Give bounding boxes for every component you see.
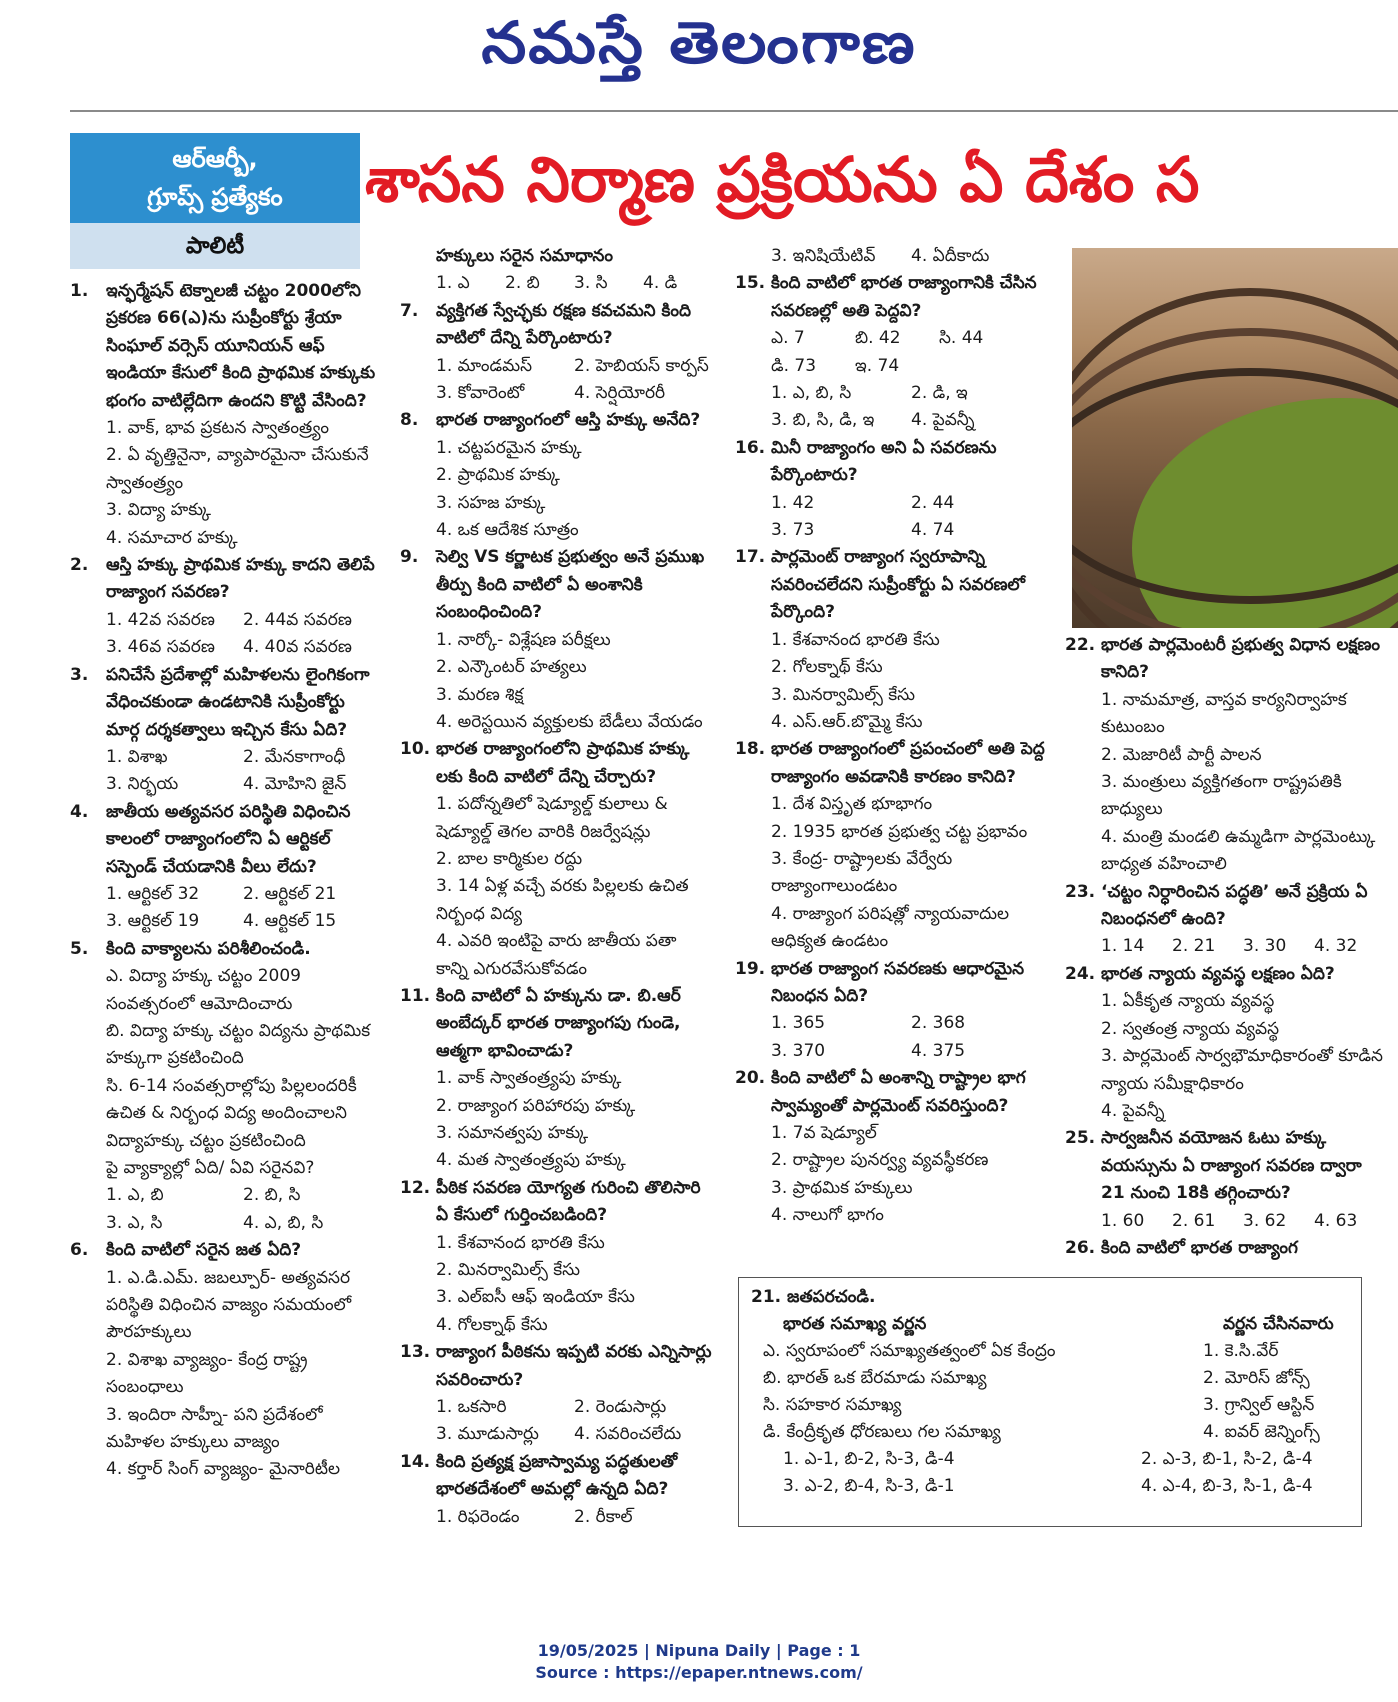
options-row [735,380,1051,407]
text: 4. 32 [1314,936,1358,957]
text: వ్యక్తిగత స్వేచ్ఛకు రక్షణ కవచమని కింది వాటిలో దేన్ని పేర్కొంటారు? [436,300,692,349]
text: కింది వాటిలో సరైన జత ఏది? [106,1240,302,1261]
text: 17. [735,547,766,568]
q21-title: 21. జతపరచండి. [751,1287,876,1307]
text: ఆస్తి హక్కు ప్రాథమిక హక్కు కాదని తెలిపే రాజ్యాంగ సవరణ? [106,555,375,603]
footer-date-line: 19/05/2025 | Nipuna Daily | Page : 1 [537,1641,861,1660]
text: 20. [735,1068,766,1089]
text: 3. నిర్భయ [106,774,179,795]
text: 3. 30 [1243,936,1287,957]
text: 1. ఆర్టికల్ 32 [106,883,200,904]
page-footer [0,1640,1398,1684]
text: 1. రిఫరెండం [436,1506,520,1527]
option: 4. మంత్రి మండలి ఉమ్మడిగా పార్లమెంట్కు బాధ్యత వహించాలి [1101,826,1376,875]
text: 4. ఎ-4, బి-3, సి-1, డి-4 [1141,1476,1313,1496]
text: 3. ఆర్టికల్ 19 [106,911,200,932]
options-row [70,908,380,935]
text: 22. [1065,635,1096,655]
option: 2. 1935 భారత ప్రభుత్వ చట్ట ప్రభావం [771,821,1028,842]
question-23 [1065,879,1385,934]
text: 4. [70,801,89,822]
text: 4. ఐవర్ జెన్నింగ్స్ [1203,1422,1320,1442]
option: 4. మత స్వాతంత్ర్యపు హక్కు [436,1150,626,1171]
text: 3. సి [574,273,608,294]
text: 2. ఆర్టికల్ 21 [243,883,337,904]
option: 1. వాక్, భావ ప్రకటన స్వాతంత్ర్యం [106,418,329,439]
option: 4. ఎస్.ఆర్.బొమ్మై కేసు [771,711,923,732]
newspaper-logo: నమస్తే తెలంగాణ [481,9,917,77]
text: 2. 368 [911,1013,966,1034]
subject-tag: పాలిటీ [70,223,360,269]
text: 19. [735,958,766,979]
option: 2. ఎన్కౌంటర్ హత్యలు [436,657,587,678]
text: 5. [70,938,89,959]
text: ‘చట్టం నిర్ధారించిన పద్ధతి’ అనే ప్రక్రియ ఏ నిబంధనలో ఉంది? [1101,881,1368,930]
options-row [1065,1208,1385,1235]
text: 1. [70,281,89,301]
options-row [735,517,1051,544]
article-headline: శాసన నిర్మాణ ప్రక్రియను ఏ దేశం స [365,143,1200,216]
text: 14. [400,1451,431,1472]
text: 4. డి [643,273,678,294]
text: 3. గ్రాన్విల్ ఆస్టిన్ [1203,1395,1315,1415]
option: 1. వాక్ స్వాతంత్ర్యపు హక్కు [436,1068,622,1089]
text: 2. డి, ఇ [911,383,968,404]
text: 1. 365 [771,1013,826,1034]
text: బి. భారత్ ఒక బేరమాడు సమాఖ్య [763,1368,987,1388]
option: 3. పార్లమెంట్ సార్వభౌమాధికారంతో కూడిన న్యాయ సమీక్షాధికారం [1101,1046,1383,1094]
option: 2. మెజారిటీ పార్టీ పాలన [1101,744,1262,765]
option: 4. ఒక ఆదేశిక సూత్రం [436,520,579,541]
text: 4. 74 [911,520,955,541]
option: 2. ప్రాథమిక హక్కు [436,465,560,486]
text: 3. ఎ, సి [106,1212,163,1233]
question-15 [735,270,1051,325]
text: పనిచేసే ప్రదేశాల్లో మహిళలను లైంగికంగా వేధించకుండా ఉండటానికి సుప్రీంకోర్టు మార్గ దర్శకత్వాలు ఇచ్చిన కేసు ఏది? [106,664,370,740]
q21-header-right: వర్ణన చేసినవారు [1223,1314,1334,1334]
options-row [70,1182,380,1209]
question-25 [1065,1125,1385,1207]
text: కింది వాటిలో ఏ అంశాన్ని రాష్ట్రాల భాగ స్వామ్యంతో పార్లమెంట్ సవరిస్తుంది? [771,1068,1026,1116]
text: కింది వాక్యాలను పరిశీలించండి. [106,938,311,959]
text: 1. ఒకసారి [436,1397,507,1418]
text: 1. 42 [771,492,815,513]
option: 3. సమానత్వపు హక్కు [436,1123,589,1143]
text: 18. [735,739,766,760]
photo-bench-row [1072,288,1398,628]
section-tag [70,133,360,223]
question-5 [70,936,380,963]
text: 4. ఎ, బి, సి [243,1212,324,1233]
question-13 [400,1339,712,1394]
tag-line-2: గ్రూప్స్ ప్రత్యేకం [147,183,283,211]
option: 1. కేశవానంద భారతి కేసు [771,629,940,650]
text: 1. మాండమస్ [436,355,532,376]
text: 3. కోవారెంటో [436,383,525,404]
q21-row [751,1338,1351,1365]
text: భారత న్యాయ వ్యవస్థ లక్షణం ఏది? [1101,963,1335,984]
option: 4. కర్తార్ సింగ్ వ్యాజ్యం- మైనారిటీల [106,1459,340,1480]
text: సి. 44 [939,328,984,349]
continued-text: హక్కులు సరైన సమాధానం [436,246,613,266]
q21-header-left: భారత సమాఖ్య వర్ణన [783,1314,927,1334]
question-2 [70,552,380,607]
text: 2. మేనకాగాంధీ [243,746,346,767]
text: 3. బి, సి, డి, ఇ [771,410,875,431]
text: 1. 42వ సవరణ [106,609,215,630]
text: 7. [400,300,419,321]
text: 26. [1065,1237,1096,1258]
option: 2. గోలక్నాథ్ కేసు [771,657,883,678]
option: 2. ఏ వృత్తినైనా, వ్యాపారమైనా చేసుకునే స్వాతంత్ర్యం [106,445,369,493]
options-row [400,1394,712,1421]
text: ఎ. 7 [771,328,805,349]
text: 2. బి [505,273,540,294]
options-row [70,744,380,771]
text: 23. [1065,881,1096,902]
text: భారత రాజ్యాంగ సవరణకు ఆధారమైన నిబంధన ఏది? [771,958,1025,1006]
option: 2. బాల కార్మికుల రద్దు [436,848,583,869]
text: 25. [1065,1128,1096,1149]
header-divider [70,110,1398,112]
statement: ఎ. విద్యా హక్కు చట్టం 2009 సంవత్సరంలో ఆమోదించారు [106,966,301,1014]
text: కింది వాటిలో భారత రాజ్యాంగానికి చేసిన సవరణల్లో అతి పెద్దవి? [771,273,1037,321]
text: 4. ఆర్టికల్ 15 [243,911,337,932]
text: 3. ఎ-2, బి-4, సి-3, డి-1 [783,1476,955,1496]
masthead [0,0,1398,100]
option: 2. స్వతంత్ర న్యాయ వ్యవస్థ [1101,1018,1280,1039]
text: పార్లమెంట్ రాజ్యాంగ స్వరూపాన్ని సవరించలేదని సుప్రీంకోర్టు ఏ సవరణలో పేర్కొంది? [771,547,1026,623]
option: 2. మినర్వామిల్స్ కేసు [436,1260,580,1281]
text: రాజ్యాంగ పీఠికను ఇప్పటి వరకు ఎన్నిసార్లు సవరించారు? [436,1342,712,1390]
option: 3. 14 ఏళ్ల వచ్చే వరకు పిల్లలకు ఉచిత నిర్బంధ విద్య [436,876,689,924]
text: 10. [400,739,431,760]
text: 8. [400,410,419,431]
question-14 [400,1449,712,1504]
q21-row [751,1392,1351,1419]
text: 13. [400,1342,431,1363]
text: మినీ రాజ్యాంగం అని ఏ సవరణను పేర్కొంటారు? [771,437,997,486]
text: పీఠిక సవరణ యోగ్యత గురించి తొలిసారి ఏ కేసులో గుర్తించబడింది? [436,1177,701,1226]
text: 15. [735,273,766,294]
option: 4. అరెస్టయిన వ్యక్తులకు బేడీలు వేయడం [436,711,703,732]
option: 3. ఎల్ఐసీ ఆఫ్ ఇండియా కేసు [436,1287,635,1308]
statement: సి. 6-14 సంవత్సరాల్లోపు పిల్లలందరికీ ఉచిత & నిర్బంధ విద్య అందించాలని విద్యాహక్కు చట్టం ప్రకటించింది [106,1075,357,1151]
text: 1. కె.సి.వేర్ [1203,1341,1279,1361]
question-6 [70,1237,380,1264]
options-row [400,1421,712,1448]
text: 3. 62 [1243,1210,1287,1231]
column-1 [70,278,380,1484]
text: 1. ఎ, బి [106,1185,164,1206]
option: 3. మరణ శిక్ష [436,684,524,705]
options-row [735,325,1051,352]
text: 9. [400,547,419,568]
text: 3. ఇనిషియేటివ్ [771,246,876,266]
question-21-box [738,1277,1362,1527]
question-17 [735,544,1051,626]
question-3 [70,662,380,744]
statement: బి. విద్యా హక్కు చట్టం విద్యను ప్రాథమిక హక్కుగా ప్రకటించింది [106,1020,371,1069]
option: 1. ఎ.డి.ఎమ్. జబల్పూర్- అత్యవసర పరిస్థితి విధించిన వాజ్యం సమయంలో పౌరహక్కులు [106,1267,352,1343]
text: 2. ఎ-3, బి-1, సి-2, డి-4 [1141,1449,1313,1469]
text: 1. 60 [1101,1210,1145,1231]
option: 4. రాజ్యాంగ పరిషత్లో న్యాయవాదుల ఆధిక్యత ఉండటం [771,903,1010,952]
option: 3. ప్రాథమిక హక్కులు [771,1177,913,1198]
question-24 [1065,961,1385,988]
option: 1. 7వ షెడ్యూల్ [771,1123,877,1143]
text: భారత పార్లమెంటరీ ప్రభుత్వ విధాన లక్షణం కానిది? [1101,635,1381,683]
text: 3. 73 [771,520,815,541]
text: బి. 42 [855,328,901,349]
question-4 [70,799,380,881]
text: 2. 44వ సవరణ [243,609,352,630]
text: 3. 370 [771,1040,826,1061]
text: 2. 61 [1172,1210,1216,1231]
text: 4. పైవన్నీ [911,410,975,431]
question-22 [1065,632,1385,687]
options-row [735,353,1051,380]
question-1 [70,278,380,415]
q21-row [751,1419,1351,1446]
options-row [70,634,380,661]
option: 2. రాష్ట్రాల పునర్వ్య వ్యవస్థీకరణ [771,1150,989,1171]
text: సి. సహకార సమాఖ్య [763,1395,902,1415]
text: 4. ఏదీకాదు [911,246,990,266]
question-10 [400,736,712,791]
options-row [400,380,712,407]
option: 4. సమాచార హక్కు [106,527,238,548]
options-row [735,1010,1051,1037]
text: 2. బి, సి [243,1185,301,1206]
option: 3. ఇందిరా సాహ్నీ- పని ప్రదేశంలో మహిళల హక్కులు వాజ్యం [106,1404,323,1453]
text: భారత రాజ్యాంగంలో ఆస్తి హక్కు అనేది? [436,410,701,431]
q21-options-row [751,1446,1351,1473]
text: 3. మూడుసార్లు [436,1424,539,1445]
text: 24. [1065,963,1096,984]
statement: పై వ్యాక్యాల్లో ఏది/ ఏవి సరైనవి? [106,1158,315,1178]
text: సెల్వి VS కర్ణాటక ప్రభుత్వం అనే ప్రముఖ తీర్పు కింది వాటిలో ఏ అంశానికి సంబంధించింది? [436,547,705,623]
q21-header-row [751,1311,1351,1338]
text: 2. 21 [1172,936,1216,957]
option: 1. నామమాత్ర, వాస్తవ కార్యనిర్వాహక కుటుంబం [1101,689,1347,738]
options-row [70,771,380,798]
text: 2. 44 [911,492,955,513]
option: 2. రాజ్యాంగ పరిహారపు హక్కు [436,1095,636,1116]
text: 4. 375 [911,1040,966,1061]
question-12 [400,1175,712,1230]
options-row [735,407,1051,434]
tag-line-1: ఆర్ఆర్బీ, [172,145,258,173]
option: 3. మంత్రులు వ్యక్తిగతంగా రాష్ట్రపతికి బాధ్యులు [1101,772,1342,820]
column-3 [735,243,1051,1230]
text: 1. ఎ-1, బి-2, సి-3, డి-4 [783,1449,955,1469]
text: భారత రాజ్యాంగంలో ప్రపంచంలో అతి పెద్ద రాజ్యాంగం అవడానికి కారణం కానిది? [771,739,1045,787]
question-26 [1065,1235,1385,1262]
options-row [400,1504,712,1531]
text: కింది వాటిలో ఏ హక్కును డా. బి.ఆర్ అంబేద్కర్ భారత రాజ్యాంగపు గుండె, ఆత్మగా భావించాడు? [436,985,681,1061]
question-11 [400,983,712,1065]
assembly-hall-photo [1072,248,1398,628]
question-7 [400,298,712,353]
question-8 [400,407,712,434]
text: 12. [400,1177,431,1198]
question-19 [735,956,1051,1011]
option: 2. విశాఖ వ్యాజ్యం- కేంద్ర రాష్ట్ర సంబంధాలు [106,1349,308,1398]
options-row [70,1210,380,1237]
option: 4. ఎవరి ఇంటిపై వారు జాతీయ పతా కాన్ని ఎగురవేసుకోవడం [436,931,677,979]
text: 1. విశాఖ [106,746,168,767]
text: డి. 73 [771,355,817,376]
options-row [735,243,1051,270]
text: భారత రాజ్యాంగంలోని ప్రాథమిక హక్కు లకు కింది వాటిలో దేన్ని చేర్చారు? [436,739,690,787]
option: 1. నార్కో- విశ్లేషణ పరీక్షలు [436,629,611,650]
options-row [1065,933,1385,960]
question-16 [735,435,1051,490]
option: 3. మినర్వామిల్స్ కేసు [771,684,915,705]
option: 1. దేశ విస్తృత భూభాగం [771,794,933,815]
text: 4. 40వ సవరణ [243,637,352,658]
text: 3. [70,664,89,685]
text: కింది ప్రత్యక్ష ప్రజాస్వామ్య పద్ధతులతో భారతదేశంలో అమల్లో ఉన్నది ఏది? [436,1451,678,1500]
text: 2. రెండుసార్లు [574,1397,667,1418]
text: ఎ. స్వరూపంలో సమాఖ్యతత్వంలో ఏక కేంద్రం [763,1341,1056,1361]
footer-source-line: Source : https://epaper.ntnews.com/ [535,1663,863,1682]
text: 2. హెబియస్ కార్పస్ [574,355,709,376]
option: 1. ఏకీకృత న్యాయ వ్యవస్థ [1101,991,1275,1012]
option: 4. గోలక్నాథ్ కేసు [436,1314,548,1335]
option: 1. చట్టపరమైన హక్కు [436,437,582,458]
option: 3. సహజ హక్కు [436,492,546,513]
option: 3. విద్యా హక్కు [106,500,211,521]
options-row [735,490,1051,517]
text: ఇన్ఫర్మేషన్ టెక్నాలజీ చట్టం 2000లోని ప్రకరణ 66(ఎ)ను సుప్రీంకోర్టు శ్రేయా సింఘాల్ వర్సెస్ యూనియన్ ఆఫ్ ఇండియా కేసులో కింది ప్రాథమిక హక్కుకు భంగం వాటిల్లేదిగా ఉందని కొట్టి వేసింది? [106,281,376,411]
q21-options-row [751,1473,1351,1500]
column-2 [400,243,712,1531]
text: 1. ఎ [436,273,470,294]
text: డి. కేంద్రీకృత ధోరణులు గల సమాఖ్య [763,1422,1001,1442]
question-9 [400,544,712,626]
text: 2. రీకాల్ [574,1506,633,1527]
options-row [400,270,712,297]
text: 1. ఎ, బి, సి [771,383,852,404]
question-18 [735,736,1051,791]
text: 4. 63 [1314,1210,1358,1231]
text: 3. 46వ సవరణ [106,637,215,658]
options-row [70,607,380,634]
text: జాతీయ అత్యవసర పరిస్థితి విధించిన కాలంలో రాజ్యాంగంలోని ఏ ఆర్టికల్ సస్పెండ్ చేయడానికి వీలు లేదు? [106,801,351,877]
question-20 [735,1065,1051,1120]
q21-row [751,1365,1351,1392]
text: 4. సవరించలేదు [574,1424,682,1445]
text: 11. [400,985,431,1006]
option: 1. కేశవానంద భారతి కేసు [436,1232,605,1253]
text: 4. సెర్షియోరరీ [574,383,666,404]
text: ఇ. 74 [855,355,900,376]
text: 2. [70,555,89,576]
text: 4. మోహిని జైన్ [243,774,347,795]
option: 3. కేంద్ర- రాష్ట్రాలకు వేర్వేరు రాజ్యాంగాలుండటం [771,848,953,897]
options-row [735,1038,1051,1065]
text: 6. [70,1240,89,1261]
column-4 [1065,632,1385,1262]
option: 4. పైవన్నీ [1101,1100,1165,1121]
text: 1. 14 [1101,936,1145,957]
option: 4. నాలుగో భాగం [771,1205,884,1226]
text: కింది వాటిలో భారత రాజ్యాంగ [1101,1237,1298,1258]
options-row [400,353,712,380]
option: 1. పదోన్నతిలో షెడ్యూల్డ్ కులాలు & షెడ్యూల్డ్ తెగల వారికి రిజర్వేషన్లు [436,794,668,842]
text: సార్వజనీన వయోజన ఓటు హక్కు వయస్సును ఏ రాజ్యాంగ సవరణ ద్వారా 21 నుంచి 18కి తగ్గించారు? [1101,1128,1362,1204]
options-row [70,881,380,908]
text: 16. [735,437,766,458]
text: 2. మోరిస్ జోన్స్ [1203,1368,1310,1388]
